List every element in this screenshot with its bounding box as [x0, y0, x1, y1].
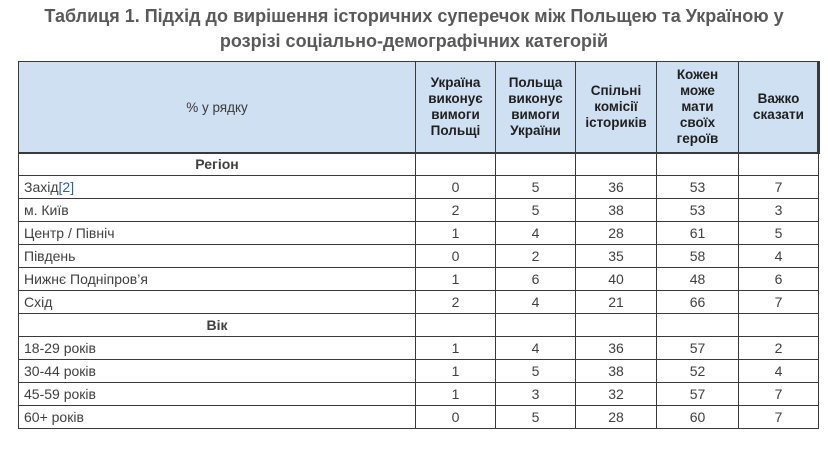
column-header-line: Польща [508, 75, 563, 90]
value-cell: 6 [739, 268, 819, 291]
row-label: Схід [24, 294, 53, 310]
row-label: 18-29 років [24, 340, 96, 356]
table-header [19, 62, 819, 153]
row-label-cell [19, 360, 416, 383]
column-header-line: Спільні [590, 83, 642, 98]
group-label: Вік [19, 314, 416, 337]
value-cell: 7 [739, 176, 819, 199]
table-row [19, 222, 819, 245]
value-cell: 5 [496, 360, 576, 383]
value-cell: 1 [416, 222, 496, 245]
value-cell: 4 [496, 337, 576, 360]
value-cell: 5 [496, 199, 576, 222]
table-row [19, 245, 819, 268]
empty-cell [657, 314, 739, 337]
row-label-cell [19, 383, 416, 406]
table-row [19, 268, 819, 291]
column-header-line: виконує [508, 91, 563, 106]
value-cell: 28 [576, 222, 657, 245]
empty-cell [496, 153, 576, 176]
value-cell: 36 [576, 337, 657, 360]
table-row [19, 176, 819, 199]
value-cell: 1 [416, 360, 496, 383]
value-cell: 66 [657, 291, 739, 314]
column-header-line: Україна [430, 75, 481, 90]
row-label-cell [19, 337, 416, 360]
empty-cell [496, 314, 576, 337]
value-cell: 7 [739, 291, 819, 314]
table-row [19, 291, 819, 314]
survey-table [18, 61, 819, 429]
value-cell: 38 [576, 199, 657, 222]
footnote-link[interactable]: [2] [58, 179, 75, 195]
column-header-4 [657, 62, 739, 153]
column-header-line: сказати [753, 107, 804, 122]
value-cell: 21 [576, 291, 657, 314]
empty-cell [739, 314, 819, 337]
corner-label: % у рядку [19, 62, 416, 153]
column-header-line: героїв [676, 131, 719, 146]
value-cell: 5 [739, 222, 819, 245]
column-header-5 [739, 62, 819, 153]
row-label: Нижнє Подніпров’я [24, 271, 148, 287]
table-title-line-2: розрізі соціально-демографічних категорій [219, 31, 609, 51]
row-label: 60+ років [24, 409, 84, 425]
value-cell: 1 [416, 268, 496, 291]
value-cell: 53 [657, 199, 739, 222]
value-cell: 36 [576, 176, 657, 199]
row-label-cell [19, 406, 416, 429]
value-cell: 2 [416, 291, 496, 314]
table-row [19, 337, 819, 360]
empty-cell [576, 153, 657, 176]
value-cell: 38 [576, 360, 657, 383]
value-cell: 1 [416, 383, 496, 406]
row-label: Центр / Північ [24, 225, 115, 241]
table-row [19, 406, 819, 429]
value-cell: 7 [739, 406, 819, 429]
row-label-cell [19, 245, 416, 268]
value-cell: 3 [496, 383, 576, 406]
value-cell: 4 [496, 291, 576, 314]
column-header-3 [576, 62, 657, 153]
empty-cell [416, 153, 496, 176]
value-cell: 32 [576, 383, 657, 406]
table-title-line-1: Таблиця 1. Підхід до вирішення історичних суперечок між Польщею та Україною у [44, 6, 784, 26]
row-label: Захід [24, 179, 59, 195]
column-header-line: істориків [585, 115, 647, 130]
column-header-line: комісії [594, 99, 638, 114]
value-cell: 2 [739, 337, 819, 360]
column-header-line: своїх [679, 115, 716, 130]
table-body [19, 153, 819, 429]
column-header-line: може [680, 83, 715, 98]
value-cell: 40 [576, 268, 657, 291]
row-label-cell [19, 199, 416, 222]
value-cell: 4 [739, 245, 819, 268]
column-header-line: Польщі [430, 123, 481, 138]
value-cell: 48 [657, 268, 739, 291]
row-label-cell [19, 222, 416, 245]
table-title [0, 4, 828, 54]
column-header-2 [496, 62, 576, 153]
table-row [19, 383, 819, 406]
group-label: Регіон [19, 153, 416, 176]
value-cell: 53 [657, 176, 739, 199]
empty-cell [739, 153, 819, 176]
value-cell: 58 [657, 245, 739, 268]
row-label: м. Київ [24, 202, 69, 218]
value-cell: 0 [416, 406, 496, 429]
value-cell: 52 [657, 360, 739, 383]
value-cell: 3 [739, 199, 819, 222]
row-label-cell [19, 268, 416, 291]
row-label: Південь [24, 248, 76, 264]
column-header-line: Важко [757, 91, 800, 106]
value-cell: 5 [496, 406, 576, 429]
column-header-line: мати [681, 99, 714, 114]
value-cell: 2 [496, 245, 576, 268]
row-label: 45-59 років [24, 386, 96, 402]
column-header-line: вимоги [511, 107, 560, 122]
value-cell: 0 [416, 245, 496, 268]
table-row [19, 199, 819, 222]
value-cell: 7 [739, 383, 819, 406]
column-header-line: виконує [428, 91, 483, 106]
value-cell: 28 [576, 406, 657, 429]
row-label-cell [19, 176, 416, 199]
empty-cell [657, 153, 739, 176]
value-cell: 5 [496, 176, 576, 199]
column-header-line: Кожен [676, 67, 719, 82]
value-cell: 0 [416, 176, 496, 199]
value-cell: 4 [496, 222, 576, 245]
column-header-1 [416, 62, 496, 153]
group-row [19, 153, 819, 176]
value-cell: 4 [739, 360, 819, 383]
value-cell: 35 [576, 245, 657, 268]
value-cell: 57 [657, 383, 739, 406]
row-label: 30-44 років [24, 363, 96, 379]
table-row [19, 360, 819, 383]
empty-cell [416, 314, 496, 337]
value-cell: 6 [496, 268, 576, 291]
column-header-line: України [510, 123, 561, 138]
value-cell: 60 [657, 406, 739, 429]
empty-cell [576, 314, 657, 337]
value-cell: 2 [416, 199, 496, 222]
row-label-cell [19, 291, 416, 314]
value-cell: 61 [657, 222, 739, 245]
group-row [19, 314, 819, 337]
value-cell: 1 [416, 337, 496, 360]
value-cell: 57 [657, 337, 739, 360]
column-header-line: вимоги [431, 107, 480, 122]
